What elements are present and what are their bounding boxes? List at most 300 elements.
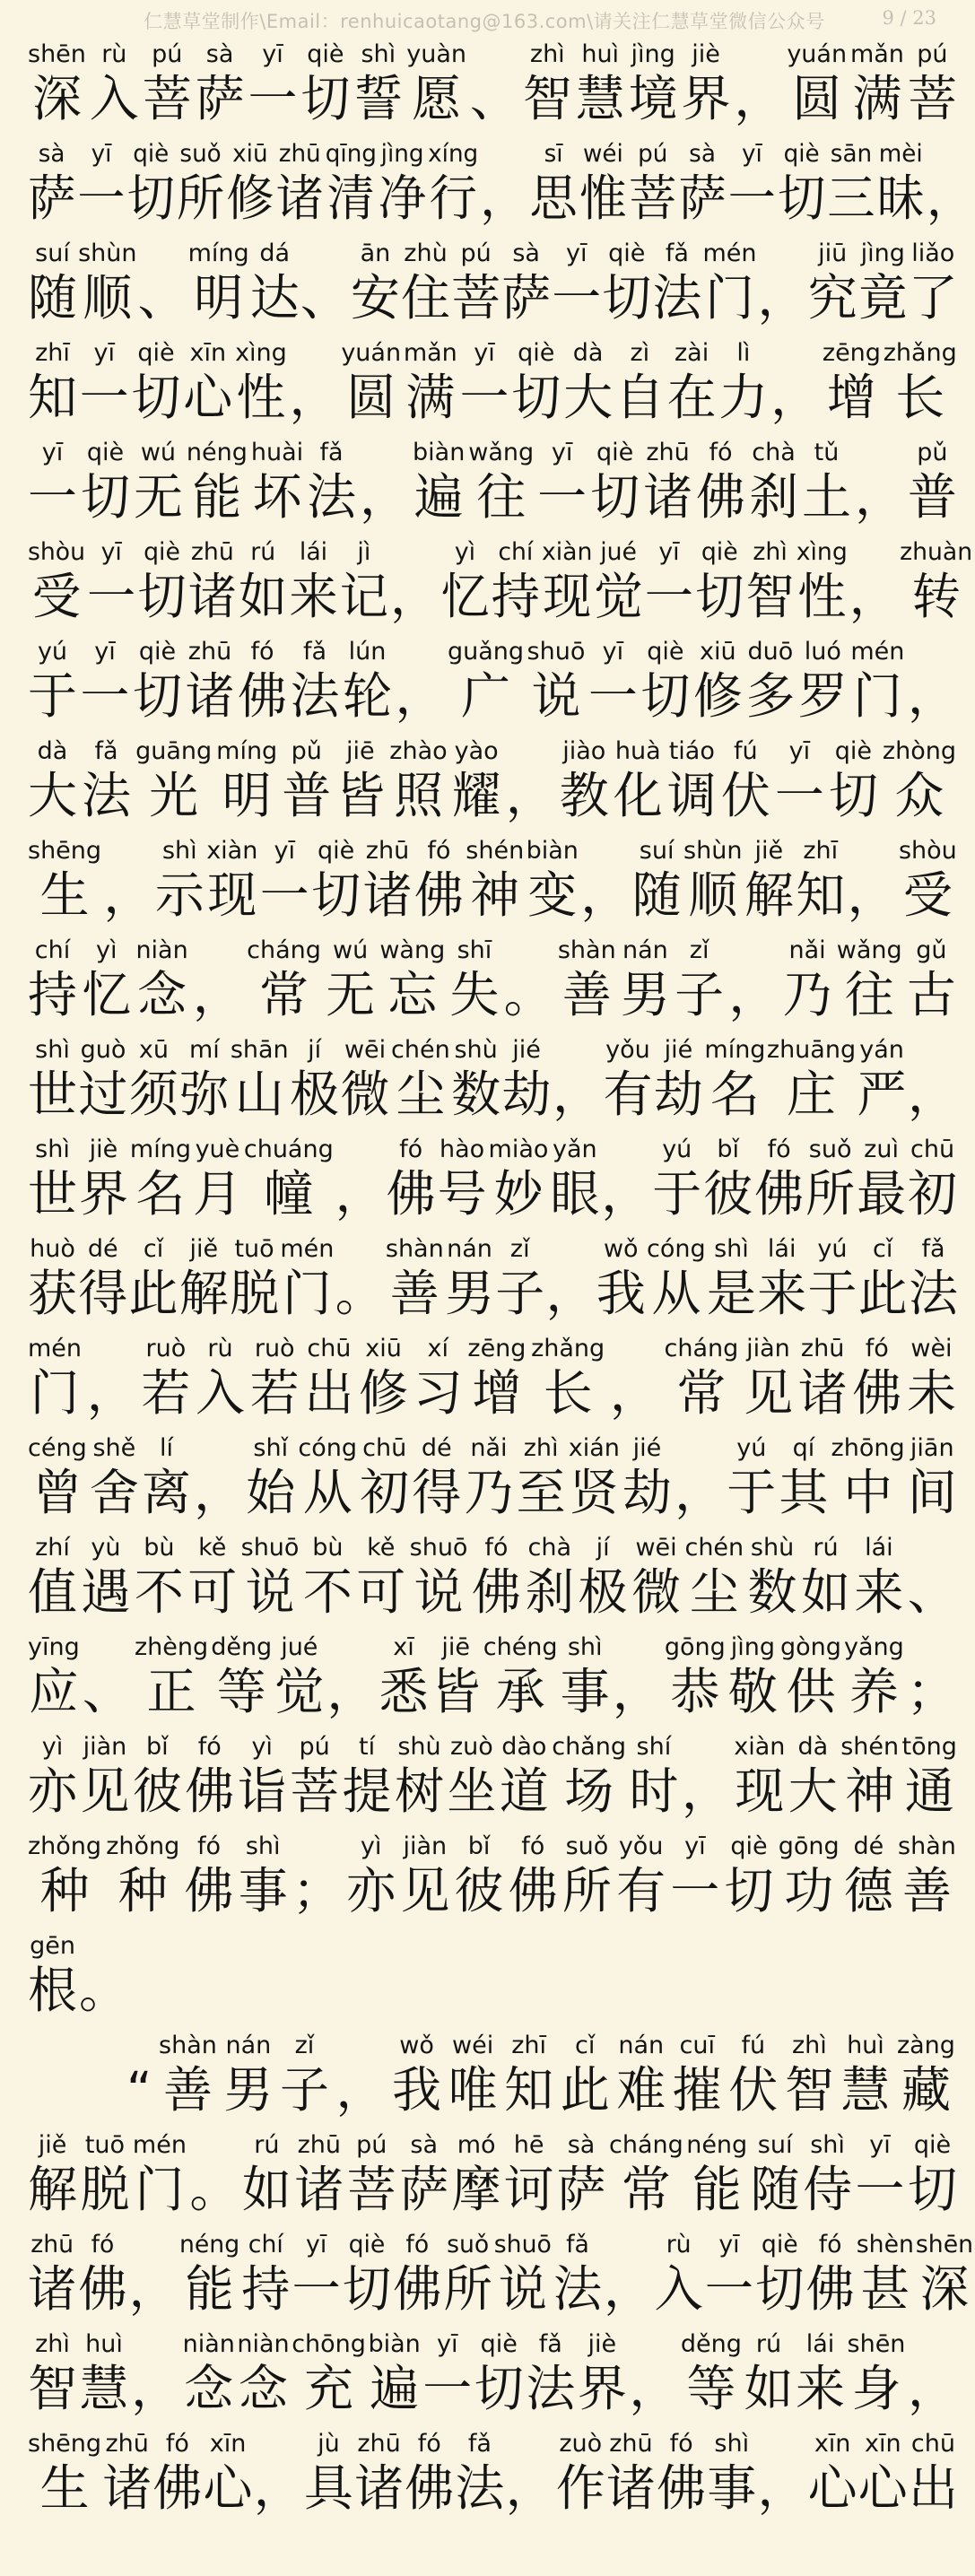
annotated-character xyxy=(857,1035,907,1123)
annotated-character xyxy=(401,239,450,326)
annotated-character xyxy=(393,2230,441,2318)
pinyin-annotation xyxy=(928,1533,936,1563)
annotated-character xyxy=(601,1135,650,1223)
pinyin-annotation: fó xyxy=(427,837,451,865)
pinyin-annotation: ān xyxy=(360,239,391,267)
text-line xyxy=(27,637,957,736)
pinyin-annotation: jiě xyxy=(754,837,784,865)
pinyin-annotation: nán xyxy=(447,1235,492,1263)
hanzi-character: “ xyxy=(126,2061,152,2119)
pinyin-annotation xyxy=(150,2230,157,2260)
hanzi-character: 未 xyxy=(906,1364,956,1422)
hanzi-character: 记 xyxy=(339,568,389,625)
hanzi-character: 神 xyxy=(845,1762,895,1820)
hanzi-character: 顺 xyxy=(688,866,738,924)
pinyin-annotation: lái xyxy=(767,1235,797,1263)
pinyin-annotation: yī xyxy=(274,837,295,865)
pinyin-annotation: mèi xyxy=(878,140,923,168)
pinyin-annotation: shùn xyxy=(78,239,137,267)
annotated-character xyxy=(238,637,287,725)
pinyin-annotation: rú xyxy=(755,2330,782,2358)
hanzi-character: 彼 xyxy=(703,1165,753,1223)
hanzi-character: 耀 xyxy=(451,767,501,824)
annotated-character xyxy=(404,338,457,426)
pinyin-annotation: tuō xyxy=(84,2131,126,2159)
annotated-character xyxy=(239,537,287,625)
hanzi-character: 失 xyxy=(449,966,500,1023)
hanzi-character: 萨 xyxy=(27,170,76,227)
annotated-character xyxy=(899,836,957,924)
pinyin-annotation xyxy=(310,338,318,369)
pinyin-annotation: qiè xyxy=(307,40,344,68)
hanzi-character: 顺 xyxy=(83,269,133,326)
annotated-character xyxy=(909,2429,958,2517)
annotated-character xyxy=(280,2031,329,2119)
pinyin-annotation: míng xyxy=(187,239,249,267)
hanzi-character: 变 xyxy=(527,866,578,924)
annotated-character xyxy=(705,2230,753,2318)
pinyin-annotation: ruò xyxy=(254,1335,295,1362)
pinyin-annotation: huò xyxy=(30,1235,75,1263)
pinyin-annotation: yuán xyxy=(787,40,848,68)
pinyin-annotation xyxy=(650,2329,658,2360)
hanzi-character: 佛 xyxy=(238,667,288,725)
pinyin-annotation: wàng xyxy=(379,936,446,964)
hanzi-character: 化 xyxy=(613,767,663,824)
annotated-character xyxy=(682,1732,731,1820)
text-line xyxy=(27,139,975,239)
text-line xyxy=(27,2031,955,2130)
annotated-character xyxy=(757,2429,806,2517)
hanzi-character: ， xyxy=(389,568,440,625)
pinyin-annotation xyxy=(211,2130,219,2161)
hanzi-character: 切 xyxy=(777,170,826,227)
pinyin-annotation: ruò xyxy=(145,1335,187,1362)
annotated-character xyxy=(798,637,848,725)
pinyin-annotation: yì xyxy=(454,538,476,566)
annotated-character xyxy=(501,239,551,326)
annotated-character xyxy=(615,338,665,426)
hanzi-character: 入 xyxy=(654,2260,703,2318)
hanzi-character: 随 xyxy=(631,866,682,924)
hanzi-character: 解 xyxy=(178,1265,229,1322)
annotated-character xyxy=(387,1135,436,1223)
hanzi-character: 萨 xyxy=(195,70,245,127)
hanzi-character: 法 xyxy=(290,667,340,725)
annotated-character xyxy=(657,2429,706,2517)
annotated-character xyxy=(561,1632,610,1720)
hanzi-character: 微 xyxy=(631,1563,682,1621)
hanzi-character: 萨 xyxy=(556,2161,606,2218)
hanzi-character: 善 xyxy=(561,966,612,1023)
annotated-character xyxy=(28,637,77,725)
pinyin-annotation xyxy=(525,936,533,966)
hanzi-character: 种 xyxy=(118,1862,168,1919)
hanzi-character: 菩 xyxy=(142,70,192,127)
annotated-character xyxy=(831,1433,905,1521)
hanzi-character: 能 xyxy=(185,2260,234,2318)
pinyin-annotation: shě xyxy=(92,1434,136,1462)
hanzi-character: 从 xyxy=(651,1265,701,1322)
annotated-character xyxy=(290,1035,339,1123)
pinyin-annotation: shēn xyxy=(28,40,86,68)
hanzi-character: ， xyxy=(326,1663,377,1720)
annotated-character xyxy=(194,1433,243,1521)
hanzi-character: 说 xyxy=(498,2260,547,2318)
hanzi-character: 不 xyxy=(302,1563,353,1621)
pinyin-annotation: rù xyxy=(666,2231,692,2258)
annotated-character xyxy=(216,736,277,824)
hanzi-character: 尘 xyxy=(689,1563,739,1621)
pinyin-annotation: xiū xyxy=(365,1335,402,1362)
pinyin-annotation: xián xyxy=(568,1434,620,1462)
annotated-character xyxy=(640,637,690,725)
pinyin-annotation: dé xyxy=(421,1434,452,1462)
pinyin-annotation: shì xyxy=(161,837,197,865)
pinyin-annotation: fǎ xyxy=(566,2231,589,2258)
pinyin-annotation: chí xyxy=(248,2231,283,2258)
annotated-character xyxy=(28,1732,77,1820)
hanzi-character: 可 xyxy=(187,1563,238,1621)
hanzi-character: 究 xyxy=(807,269,857,326)
hanzi-character: 佛 xyxy=(152,2459,203,2517)
hanzi-character: 多 xyxy=(745,667,796,725)
annotated-character xyxy=(693,637,743,725)
pinyin-annotation: fó xyxy=(669,2430,693,2458)
pinyin-annotation xyxy=(274,2429,283,2459)
hanzi-character: 从 xyxy=(302,1464,353,1521)
annotated-character xyxy=(239,1832,288,1919)
hanzi-character: 一 xyxy=(292,2260,341,2318)
pinyin-annotation: shì xyxy=(714,2430,750,2458)
annotated-character xyxy=(757,1234,806,1322)
hanzi-character: 切 xyxy=(511,369,561,426)
hanzi-character: 切 xyxy=(907,2161,957,2218)
annotated-character xyxy=(749,438,798,526)
pinyin-annotation: jù xyxy=(318,2430,340,2458)
hanzi-character: 常 xyxy=(621,2161,671,2218)
annotated-character xyxy=(87,537,135,625)
hanzi-character: 尘 xyxy=(396,1066,446,1123)
pinyin-annotation: tōng xyxy=(901,1733,957,1761)
pinyin-annotation: wú xyxy=(333,936,369,964)
hanzi-character: 一 xyxy=(644,568,694,625)
annotated-character xyxy=(185,1832,234,1919)
hanzi-character: 幢 xyxy=(264,1165,314,1223)
hanzi-character: 等 xyxy=(686,2360,736,2417)
annotated-character xyxy=(472,1533,521,1621)
hanzi-character: 名 xyxy=(709,1066,760,1123)
pinyin-annotation: xiàn xyxy=(734,1733,786,1761)
pinyin-annotation: zǐ xyxy=(509,1235,530,1263)
annotated-character xyxy=(386,1234,444,1322)
hanzi-character: 于 xyxy=(652,1165,702,1223)
pinyin-annotation: xī xyxy=(393,1633,414,1661)
hanzi-character: 皆 xyxy=(335,767,386,824)
hanzi-character: 切 xyxy=(342,2260,392,2318)
pinyin-annotation: sān xyxy=(830,140,873,168)
hanzi-character: 众 xyxy=(894,767,945,824)
hanzi-character: 法 xyxy=(553,2260,603,2318)
hanzi-character: ， xyxy=(854,468,904,526)
pinyin-annotation: wèi xyxy=(910,1335,953,1362)
pinyin-annotation: chí xyxy=(34,936,71,964)
annotated-character xyxy=(590,438,640,526)
annotated-character xyxy=(480,139,527,227)
pinyin-annotation: rú xyxy=(254,2131,280,2159)
hanzi-character: ， xyxy=(553,1066,603,1123)
hanzi-character: 充 xyxy=(304,2360,354,2417)
annotated-character xyxy=(527,836,579,924)
hanzi-character: 境 xyxy=(628,70,678,127)
hanzi-character: 调 xyxy=(666,767,717,824)
hanzi-character: 难 xyxy=(616,2061,666,2119)
pinyin-annotation: qiè xyxy=(144,538,180,566)
annotated-character xyxy=(858,2429,908,2517)
pinyin-annotation: zhuàn xyxy=(900,538,973,566)
pinyin-annotation: xīn xyxy=(864,2430,901,2458)
annotated-character xyxy=(80,338,129,426)
hanzi-character: 无 xyxy=(133,468,183,526)
annotated-character xyxy=(652,239,701,326)
pinyin-annotation: qīng xyxy=(325,140,377,168)
annotated-character xyxy=(728,2031,778,2119)
hanzi-character: 若 xyxy=(141,1364,191,1422)
pinyin-annotation: chén xyxy=(684,1534,744,1562)
annotated-character xyxy=(138,239,187,326)
annotated-character xyxy=(79,1931,128,2019)
annotated-character xyxy=(78,2230,126,2318)
page-header xyxy=(0,0,969,39)
annotated-character xyxy=(728,139,776,227)
annotated-character xyxy=(82,736,131,824)
annotated-character xyxy=(678,139,726,227)
annotated-character xyxy=(455,1832,504,1919)
annotated-character xyxy=(610,1334,659,1422)
text-line xyxy=(27,338,957,438)
pinyin-annotation: suǒ xyxy=(179,140,222,168)
hanzi-character: 佛 xyxy=(852,1364,902,1422)
annotated-character xyxy=(250,239,300,326)
annotated-character xyxy=(28,1135,77,1223)
hanzi-character: 法 xyxy=(307,468,357,526)
hanzi-character: 妙 xyxy=(493,1165,544,1223)
pinyin-annotation: mó xyxy=(457,2131,496,2159)
hanzi-character: 弥 xyxy=(179,1066,230,1123)
annotated-character xyxy=(643,438,692,526)
pinyin-annotation: zhū xyxy=(365,837,410,865)
annotated-character xyxy=(399,2130,448,2218)
hanzi-character: 见 xyxy=(80,1762,130,1820)
pinyin-annotation: yǒu xyxy=(605,1036,650,1064)
annotated-character xyxy=(280,1234,334,1322)
hanzi-character: 事 xyxy=(560,1663,610,1720)
pinyin-annotation: zhì xyxy=(529,40,565,68)
annotated-character xyxy=(667,736,717,824)
annotated-character xyxy=(616,2031,666,2119)
pinyin-annotation: fó xyxy=(250,638,274,666)
annotated-character xyxy=(80,2329,129,2417)
pinyin-annotation: gòng xyxy=(780,1633,841,1661)
pinyin-annotation: xiàn xyxy=(206,837,258,865)
annotated-character xyxy=(908,39,957,127)
text-line xyxy=(27,1334,956,1433)
pinyin-annotation: yuàn xyxy=(406,40,466,68)
pinyin-annotation: sà xyxy=(205,40,234,68)
pinyin-annotation: chū xyxy=(307,1335,352,1362)
annotated-character xyxy=(80,2130,129,2218)
hanzi-character: 劫 xyxy=(501,1066,552,1123)
pinyin-annotation: cǐ xyxy=(575,2032,596,2059)
annotated-character xyxy=(734,39,783,127)
pinyin-annotation: mén xyxy=(702,239,757,267)
pinyin-annotation: xiū xyxy=(232,140,268,168)
annotated-character xyxy=(908,1433,957,1521)
annotated-character xyxy=(179,2230,239,2318)
annotated-character xyxy=(517,1433,566,1521)
hanzi-character: 现 xyxy=(207,866,257,924)
annotated-character xyxy=(569,1433,620,1521)
hanzi-character: 说 xyxy=(245,1563,295,1621)
annotated-character xyxy=(840,2031,890,2119)
pinyin-annotation: qiè xyxy=(86,439,125,466)
annotated-character xyxy=(558,936,616,1023)
annotated-character xyxy=(289,537,337,625)
annotated-character xyxy=(604,2230,652,2318)
hanzi-character: ， xyxy=(192,966,242,1023)
text-line xyxy=(27,39,957,139)
annotated-character xyxy=(908,438,957,526)
annotated-character xyxy=(447,1732,496,1820)
pinyin-annotation: yī xyxy=(306,2231,327,2258)
pinyin-annotation xyxy=(527,2429,535,2459)
pinyin-annotation: wǒ xyxy=(399,2032,434,2059)
text-line xyxy=(27,239,958,338)
annotated-character xyxy=(707,2429,756,2517)
pinyin-annotation: zhì xyxy=(791,2032,827,2059)
annotated-character xyxy=(684,1533,744,1621)
annotated-character xyxy=(155,836,205,924)
hanzi-character: 自 xyxy=(614,369,665,426)
hanzi-character: 初 xyxy=(908,1165,958,1223)
pinyin-annotation: zhèng xyxy=(134,1633,209,1661)
pinyin-annotation: suǒ xyxy=(447,2231,490,2258)
pinyin-annotation: shì xyxy=(35,1136,70,1163)
pinyin-annotation: shuō xyxy=(527,638,586,666)
annotated-character xyxy=(631,1533,681,1621)
hanzi-character: 受 xyxy=(902,866,953,924)
hanzi-character: 种 xyxy=(39,1862,90,1919)
pinyin-annotation xyxy=(135,2031,144,2061)
hanzi-character: 诸 xyxy=(102,2459,152,2517)
hanzi-character: 所 xyxy=(561,1862,612,1919)
pinyin-annotation xyxy=(631,1334,639,1364)
pinyin-annotation: biàn xyxy=(413,439,466,466)
annotated-character xyxy=(28,936,77,1023)
hanzi-character: 明 xyxy=(222,767,272,824)
sutra-text-body xyxy=(0,39,975,2528)
hanzi-character: 法 xyxy=(652,269,702,326)
pinyin-annotation: yú xyxy=(37,638,68,666)
pinyin-annotation: tí xyxy=(358,1733,376,1761)
hanzi-character: 诸 xyxy=(27,2260,77,2318)
pinyin-annotation: shén xyxy=(840,1733,900,1761)
pinyin-annotation: fǎ xyxy=(921,1235,945,1263)
pinyin-annotation: jiè xyxy=(692,40,720,68)
pinyin-annotation: mén xyxy=(132,2131,187,2159)
hanzi-character: 知 xyxy=(504,2061,554,2119)
annotated-character xyxy=(231,1035,289,1123)
annotated-character xyxy=(696,438,745,526)
annotated-character xyxy=(464,1433,513,1521)
annotated-character xyxy=(368,2329,420,2417)
annotated-character xyxy=(561,2031,610,2119)
hanzi-character: 愿 xyxy=(412,70,462,127)
pinyin-annotation: qiè xyxy=(913,2131,952,2159)
annotated-character xyxy=(87,1334,136,1422)
annotated-character xyxy=(183,2329,235,2417)
annotated-character xyxy=(363,836,413,924)
hanzi-character: 持 xyxy=(28,966,78,1023)
annotated-character xyxy=(675,936,724,1023)
hanzi-character: 持 xyxy=(241,2260,291,2318)
hanzi-character: 于 xyxy=(28,667,78,725)
hanzi-character: 一 xyxy=(670,1862,720,1919)
pinyin-annotation: fó xyxy=(709,439,733,466)
hanzi-character: 数 xyxy=(747,1563,797,1621)
annotated-character xyxy=(783,936,832,1023)
annotated-character xyxy=(83,1632,132,1720)
pinyin-annotation: yī xyxy=(741,140,762,168)
hanzi-character: 满 xyxy=(405,369,456,426)
annotated-character xyxy=(428,139,478,227)
pinyin-annotation: zhuāng xyxy=(766,1036,857,1064)
hanzi-character: 罗 xyxy=(797,667,848,725)
pinyin-annotation: bǐ xyxy=(467,1832,491,1860)
pinyin-annotation: yú xyxy=(736,1434,767,1462)
pinyin-annotation: yī xyxy=(869,2131,891,2159)
pinyin-annotation: shēn xyxy=(915,2231,974,2258)
hanzi-character: 作 xyxy=(555,2459,605,2517)
pinyin-annotation: jié xyxy=(632,1434,662,1462)
hanzi-character: 忘 xyxy=(387,966,438,1023)
hanzi-character: 一 xyxy=(537,468,588,526)
annotated-character xyxy=(686,2130,747,2218)
annotated-character xyxy=(495,1234,544,1322)
annotated-character xyxy=(556,2429,605,2517)
pinyin-annotation: mén xyxy=(850,638,905,666)
annotated-character xyxy=(28,836,101,924)
pinyin-annotation: sà xyxy=(410,2131,438,2159)
hanzi-character: 脱 xyxy=(80,2161,130,2218)
annotated-character xyxy=(927,139,974,227)
annotated-character xyxy=(492,537,540,625)
hanzi-character: 智 xyxy=(28,2360,78,2417)
pinyin-annotation xyxy=(622,1135,631,1165)
annotated-character xyxy=(28,1533,77,1621)
hanzi-character: 具 xyxy=(303,2459,353,2517)
pinyin-annotation: jiàn xyxy=(746,1335,790,1362)
pinyin-annotation: yì xyxy=(41,1733,64,1761)
annotated-character xyxy=(855,438,904,526)
pinyin-annotation: shì xyxy=(35,1036,70,1064)
pinyin-annotation: rù xyxy=(207,1335,233,1362)
hanzi-character: 觉 xyxy=(594,568,643,625)
hanzi-character: 常 xyxy=(259,966,309,1023)
pinyin-annotation: cǐ xyxy=(143,1235,164,1263)
hanzi-character: 树 xyxy=(394,1762,444,1820)
annotated-character xyxy=(796,2329,845,2417)
